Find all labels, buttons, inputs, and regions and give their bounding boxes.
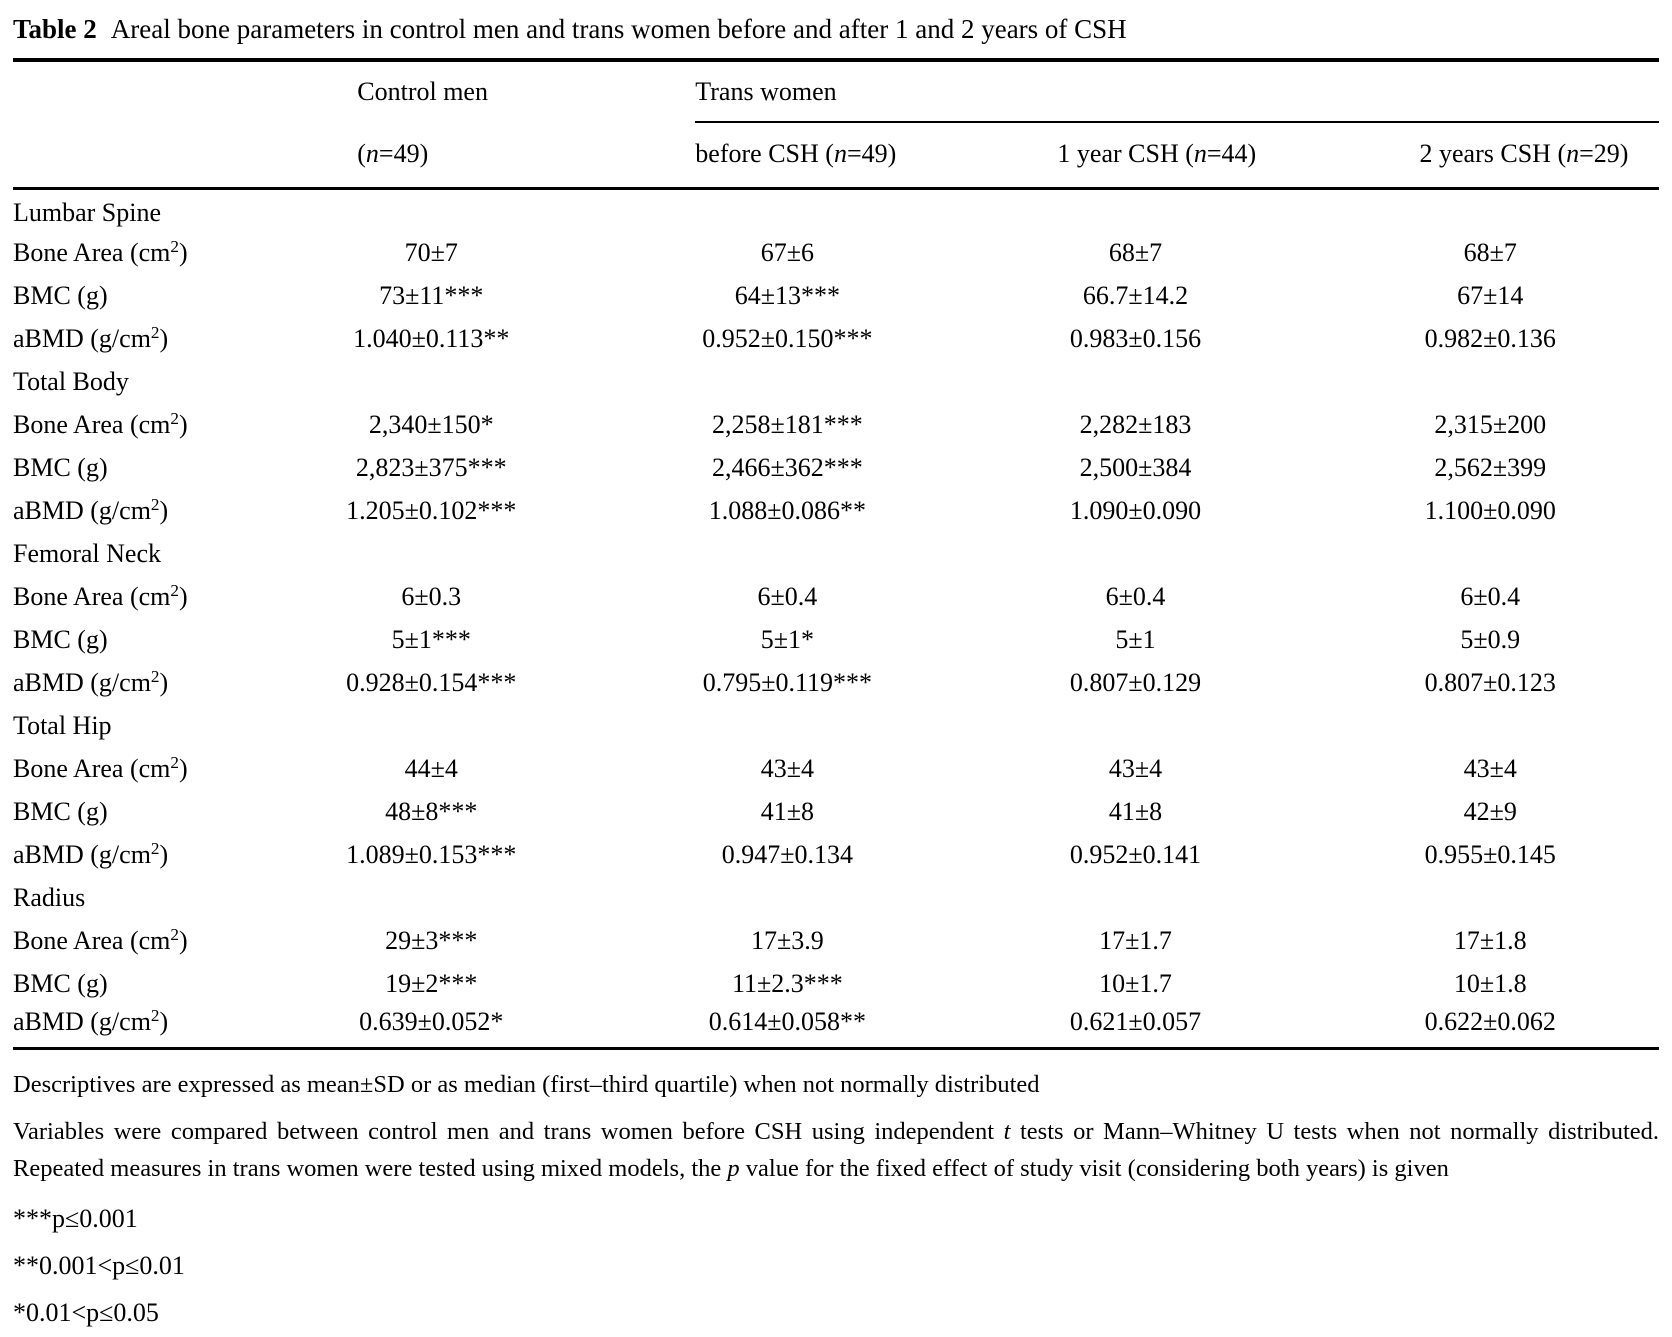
table-body xyxy=(13,189,1659,1049)
column-header-before-csh: before CSH (n=49) xyxy=(625,123,987,189)
value-cell: 0.614±0.058** xyxy=(708,1007,866,1037)
value-cell: 5±0.9 xyxy=(1460,625,1521,654)
section-label: Femoral Neck xyxy=(13,539,162,568)
value-cell: 17±1.8 xyxy=(1453,926,1527,955)
value-cell: 2,282±183 xyxy=(1079,410,1192,439)
column-header-2-years-csh: 2 years CSH (n=29) xyxy=(1350,123,1659,189)
value-cell: 10±1.7 xyxy=(1099,969,1172,998)
value-cell: 41±8 xyxy=(1108,797,1163,826)
value-cell: 73±11*** xyxy=(379,281,484,310)
value-cell: 1.090±0.090 xyxy=(1069,496,1202,525)
value-cell: 2,466±362*** xyxy=(711,453,863,482)
empty-header-cell xyxy=(13,123,337,189)
table-caption: Areal bone parameters in control men and trans women before and after 1 and 2 years of CSH xyxy=(110,14,1127,44)
parameter-row xyxy=(13,490,1659,533)
areal-bone-parameters-table xyxy=(13,58,1659,1050)
section-label: Total Hip xyxy=(13,711,112,740)
value-cell: 11±2.3*** xyxy=(731,969,843,998)
value-cell: 43±4 xyxy=(1463,754,1517,783)
parameter-row xyxy=(13,318,1659,361)
value-cell: 6±0.4 xyxy=(757,582,818,611)
parameter-row xyxy=(13,275,1659,318)
section-label: Radius xyxy=(13,883,86,912)
parameter-row xyxy=(13,920,1659,963)
footnotes xyxy=(13,1066,1659,1336)
value-cell: 1.089±0.153*** xyxy=(346,840,517,869)
parameter-label: BMC (g) xyxy=(13,453,108,482)
value-cell: 6±0.4 xyxy=(1460,582,1521,611)
value-cell: 64±13*** xyxy=(734,281,840,310)
section-label: Total Body xyxy=(13,367,129,396)
value-cell: 10±1.8 xyxy=(1453,969,1527,998)
value-cell: 1.040±0.113** xyxy=(353,324,510,353)
value-cell: 2,500±384 xyxy=(1079,453,1192,482)
parameter-row xyxy=(13,748,1659,791)
value-cell: 1.205±0.102*** xyxy=(346,496,517,525)
value-cell: 6±0.3 xyxy=(401,582,462,611)
subheader-row xyxy=(13,123,1659,189)
parameter-row xyxy=(13,834,1659,877)
value-cell: 67±14 xyxy=(1457,281,1524,310)
section-row xyxy=(13,705,1659,748)
section-row xyxy=(13,533,1659,576)
value-cell: 0.928±0.154*** xyxy=(346,668,517,697)
column-group-control-men: Control men xyxy=(357,77,488,106)
value-cell: 1.088±0.086** xyxy=(708,496,866,525)
value-cell: 2,562±399 xyxy=(1434,453,1547,482)
value-cell: 0.622±0.062 xyxy=(1424,1007,1556,1037)
value-cell: 43±4 xyxy=(1108,754,1163,783)
value-cell: 0.952±0.150*** xyxy=(702,324,873,353)
parameter-row xyxy=(13,791,1659,834)
value-cell: 19±2*** xyxy=(385,969,478,998)
value-cell: 0.955±0.145 xyxy=(1424,840,1556,869)
value-cell: 0.795±0.119*** xyxy=(702,668,872,697)
parameter-label: BMC (g) xyxy=(13,969,108,998)
value-cell: 66.7±14.2 xyxy=(1082,281,1189,310)
value-cell: 67±6 xyxy=(760,238,814,267)
value-cell: 0.807±0.123 xyxy=(1424,668,1556,697)
value-cell: 48±8*** xyxy=(385,797,478,826)
column-header-control-n: (n=49) xyxy=(337,123,625,189)
parameter-label: aBMD $(g/cm^2)$ xyxy=(13,666,169,697)
group-header-row xyxy=(13,60,1659,123)
parameter-label: BMC (g) xyxy=(13,797,108,826)
parameter-row xyxy=(13,619,1659,662)
parameter-label: BMC (g) xyxy=(13,281,108,310)
value-cell: 68±7 xyxy=(1463,238,1517,267)
value-cell: 2,315±200 xyxy=(1434,410,1547,439)
value-cell: 0.983±0.156 xyxy=(1069,324,1202,353)
value-cell: 68±7 xyxy=(1108,238,1163,267)
value-cell: 5±1*** xyxy=(391,625,471,654)
parameter-row xyxy=(13,447,1659,490)
footnote-descriptives: Descriptives are expressed as mean±SD or as median (first–third quartile) when not normally distributed xyxy=(13,1071,1040,1098)
column-header-1-year-csh: 1 year CSH (n=44) xyxy=(987,123,1349,189)
value-cell: 1.100±0.090 xyxy=(1424,496,1556,525)
value-cell: 42±9 xyxy=(1463,797,1517,826)
parameter-label: Bone Area $(cm^2)$ xyxy=(13,236,188,267)
value-cell: 17±1.7 xyxy=(1099,926,1172,955)
section-row xyxy=(13,189,1659,232)
empty-header-cell xyxy=(13,60,337,123)
parameter-label: Bone Area $(cm^2)$ xyxy=(13,408,188,439)
footnote-methods: Variables were compared between control men and trans women before CSH using independent t tests or Mann–Whitney U tests when not normally distributed. Repeated measures in trans women were tested using mixed models, the p value for the fixed effect of study visit (considering both years) is given xyxy=(13,1118,1659,1182)
value-cell: 29±3*** xyxy=(385,926,478,955)
value-cell: 6±0.4 xyxy=(1105,582,1166,611)
parameter-row xyxy=(13,963,1659,1006)
table-header xyxy=(13,60,1659,189)
value-cell: 0.947±0.134 xyxy=(721,840,853,869)
section-label: Lumbar Spine xyxy=(13,197,162,227)
parameter-label: Bone Area $(cm^2)$ xyxy=(13,580,188,611)
section-row xyxy=(13,877,1659,920)
value-cell: 5±1 xyxy=(1115,625,1156,654)
significance-level-p01: **0.001<p≤0.01 xyxy=(13,1251,185,1280)
parameter-label: BMC (g) xyxy=(13,625,108,654)
value-cell: 2,340±150* xyxy=(368,410,494,439)
parameter-row xyxy=(13,232,1659,275)
parameter-label: aBMD $(g/cm^2)$ xyxy=(13,494,169,525)
section-row xyxy=(13,361,1659,404)
parameter-row xyxy=(13,662,1659,705)
significance-level-p05: *0.01<p≤0.05 xyxy=(13,1298,159,1327)
column-group-trans-women: Trans women xyxy=(625,60,1659,123)
parameter-row xyxy=(13,576,1659,619)
value-cell: 17±3.9 xyxy=(750,926,824,955)
value-cell: 0.952±0.141 xyxy=(1069,840,1202,869)
parameter-label: Bone Area $(cm^2)$ xyxy=(13,924,188,955)
table-number: Table 2 xyxy=(13,14,97,44)
value-cell: 43±4 xyxy=(760,754,814,783)
value-cell: 44±4 xyxy=(404,754,458,783)
value-cell: 0.982±0.136 xyxy=(1424,324,1556,353)
value-cell: 5±1* xyxy=(760,625,814,654)
value-cell: 0.621±0.057 xyxy=(1069,1007,1202,1037)
value-cell: 2,823±375*** xyxy=(355,453,507,482)
parameter-label: Bone Area $(cm^2)$ xyxy=(13,752,188,783)
parameter-label: aBMD $(g/cm^2)$ xyxy=(13,838,169,869)
value-cell: 0.639±0.052* xyxy=(359,1007,504,1037)
value-cell: 2,258±181*** xyxy=(711,410,863,439)
parameter-label: aBMD $(g/cm^2)$ xyxy=(13,1005,169,1037)
parameter-row xyxy=(13,1006,1659,1049)
value-cell: 41±8 xyxy=(760,797,814,826)
parameter-label: aBMD $(g/cm^2)$ xyxy=(13,322,169,353)
significance-level-p001: ***p≤0.001 xyxy=(13,1204,138,1233)
table-title xyxy=(13,12,1659,46)
parameter-row xyxy=(13,404,1659,447)
value-cell: 0.807±0.129 xyxy=(1069,668,1202,697)
value-cell: 70±7 xyxy=(404,238,458,267)
